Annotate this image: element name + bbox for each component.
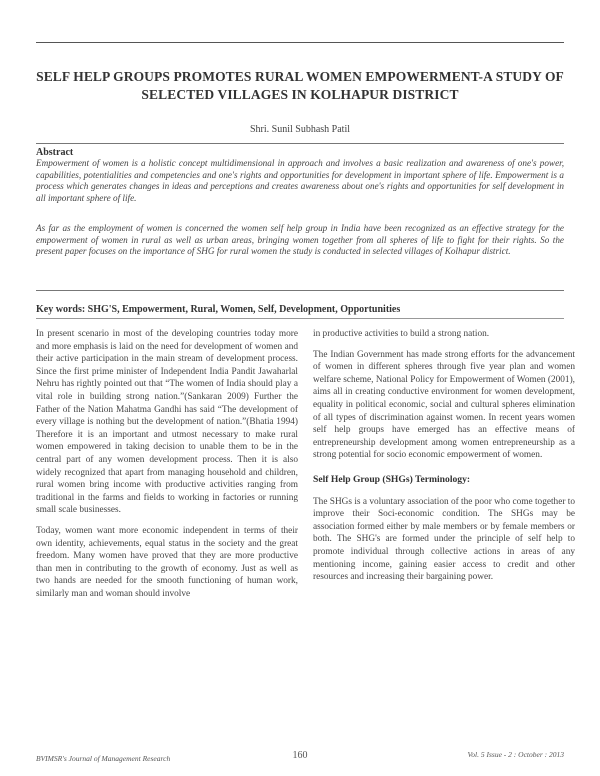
- footer-journal-name: BVIMSR's Journal of Management Research: [36, 754, 171, 763]
- body-column-left: [36, 328, 298, 608]
- body-paragraph: in productive activities to build a strong nation.: [313, 329, 490, 339]
- abstract-bottom-rule: [36, 290, 564, 291]
- abstract-paragraph-2: As far as the employment of women is concerned the women self help group in India have been recognized as an effective strategy for the empowerment of women in rural as well as urban areas, bringing women together from all spheres of life to fight for their rights. So the present paper focuses on the importance of SHG for rural women the study is conducted in selected villages of Kolhapur district.: [36, 223, 564, 256]
- abstract-heading: Abstract: [36, 147, 74, 158]
- author-name: Shri. Sunil Subhash Patil: [249, 124, 350, 135]
- keywords: Key words: SHG'S, Empowerment, Rural, Women, Self, Development, Opportunities: [36, 304, 401, 315]
- footer-issue: Vol. 5 Issue - 2 : October : 2013: [467, 750, 564, 759]
- body-paragraph: The Indian Government has made strong efforts for the advancement of women in different spheres through five year plan and women welfare scheme, National Policy for Empowerment of Women (2001), aims all in creating conductive environment for women development, equality in political economic, social and cultural spheres elimination of all types of discrimination against women. In recent years women self help groups have emerged has an effective means of entrepreneurship development among women entrepreneurship as a strong potential for socio economic empowerment of women.: [313, 349, 575, 461]
- body-paragraph: Today, women want more economic independent in terms of their own identity, achievements, equal status in the society and the great freedom. Many women have proved that they are more productive than men in contributing to the growth of economy. Just as well as two hands are needed for the smooth functioning of human work, similarly man and woman should involve: [36, 525, 298, 599]
- body-column-right: [313, 328, 575, 592]
- body-paragraph: In present scenario in most of the developing countries today more and more emphasis is laid on the need for development of women and their active participation in the main stream of development process. Since the first prime minister of Independent India Pandit Jawaharlal Nehru has rightly pointed out that “The women of India should play a vital role in building strong nation.”(Sankaran 2009) Further the Father of the Nation Mahatma Gandhi has said “The development of every village is nothing but the development of nation.”(Bhatia 1994) Therefore it is an important and utmost necessary to make rural women empowered in taking decision to unable them to be in the central part of any women development process. Then it is also widely recognized that apart from managing household and children, rural women bring income with productive activities ranging from traditional in the farms and fields to working in factories or running small scale businesses.: [36, 329, 298, 516]
- paper-title: SELF HELP GROUPS PROMOTES RURAL WOMEN EMPOWERMENT-A STUDY OF SELECTED VILLAGES IN KOLHAPUR DISTRICT: [36, 69, 564, 102]
- page-number: 160: [292, 750, 308, 761]
- keywords-rule: [36, 318, 564, 319]
- section-heading: Self Help Group (SHGs) Terminology:: [313, 473, 471, 485]
- body-paragraph: The SHGs is a voluntary association of the poor who come together to improve their Soci-economic condition. The SHGs may be association formed either by male members or by female members or both. The SHG's are formed under the principle of self help to promote individual through collective actions in areas of any mentioning income, gaining easier access to credit and other resources and increasing their bargaining power.: [313, 496, 575, 583]
- abstract-paragraph-1: Empowerment of women is a holistic concept multidimensional in approach and involves a basic realization and awareness of one's power, capabilities, potentialities and competencies and one's rights and opportunities for development in important sphere of life. Empowerment is a process which generates changes in ideas and perceptions and creates awareness about one's rights and opportunities for self development in all important sphere of life.: [36, 158, 564, 203]
- header-rule: [36, 42, 564, 43]
- abstract-top-rule: [36, 143, 564, 144]
